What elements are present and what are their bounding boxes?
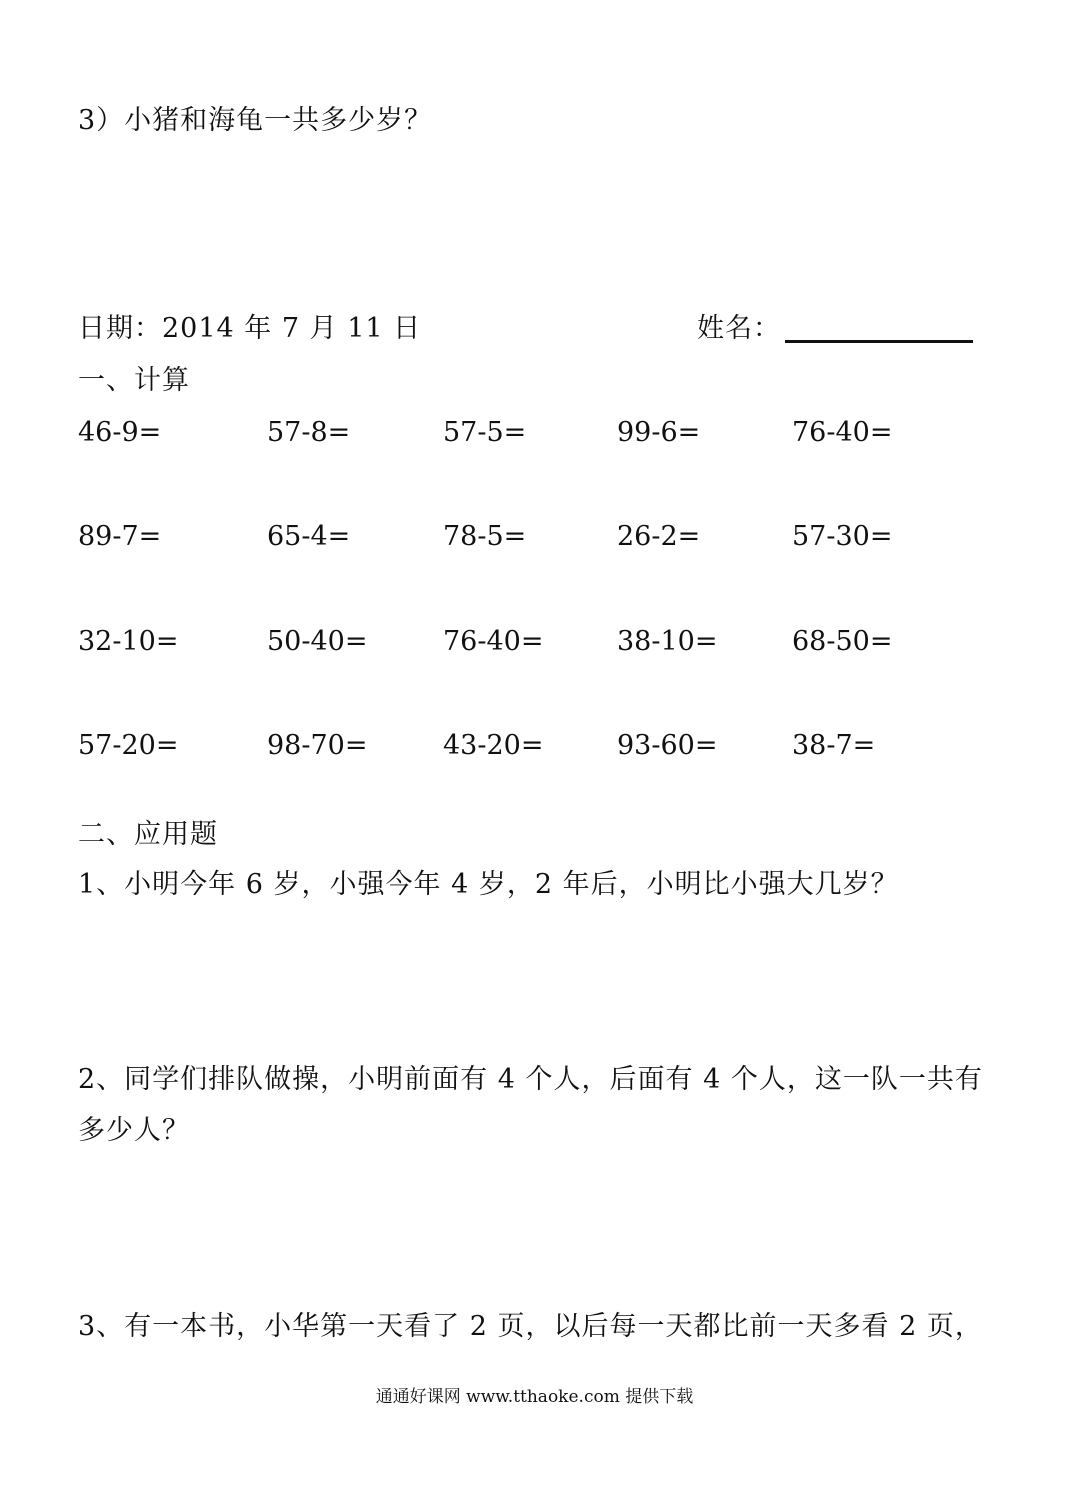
footer-source: 通通好课网 www.tthaoke.com 提供下载	[375, 1387, 694, 1407]
calc-item: 50-40=	[267, 626, 368, 657]
calc-item: 76-40=	[443, 626, 544, 657]
name-label: 姓名：	[697, 313, 781, 344]
name-blank-line	[785, 340, 973, 343]
word-problem-1: 1、小明今年 6 岁，小强今年 4 岁，2 年后，小明比小强大几岁？	[78, 869, 899, 900]
word-problem-2-line1: 2、同学们排队做操，小明前面有 4 个人，后面有 4 个人，这一队一共有	[78, 1064, 983, 1095]
calc-item: 93-60=	[617, 730, 718, 761]
top-question: 3）小猪和海龟一共多少岁？	[78, 105, 433, 136]
calc-item: 57-5=	[443, 417, 527, 448]
word-problem-2-line2: 多少人？	[78, 1115, 190, 1146]
calc-item: 68-50=	[792, 626, 893, 657]
date-label: 日期：2014 年 7 月 11 日	[78, 313, 422, 344]
calc-item: 43-20=	[443, 730, 544, 761]
calc-item: 57-8=	[267, 417, 351, 448]
calc-item: 99-6=	[617, 417, 701, 448]
calc-item: 26-2=	[617, 521, 701, 552]
calc-item: 78-5=	[443, 521, 527, 552]
calc-item: 57-20=	[78, 730, 179, 761]
calc-item: 57-30=	[792, 521, 893, 552]
section2-title: 二、应用题	[78, 819, 218, 850]
calc-item: 65-4=	[267, 521, 351, 552]
section1-title: 一、计算	[78, 365, 190, 396]
word-problem-3: 3、有一本书，小华第一天看了 2 页，以后每一天都比前一天多看 2 页，	[78, 1311, 983, 1342]
calc-item: 38-7=	[792, 730, 876, 761]
calc-item: 76-40=	[792, 417, 893, 448]
calc-item: 89-7=	[78, 521, 162, 552]
calc-item: 46-9=	[78, 417, 162, 448]
calc-item: 98-70=	[267, 730, 368, 761]
calc-item: 32-10=	[78, 626, 179, 657]
calc-item: 38-10=	[617, 626, 718, 657]
